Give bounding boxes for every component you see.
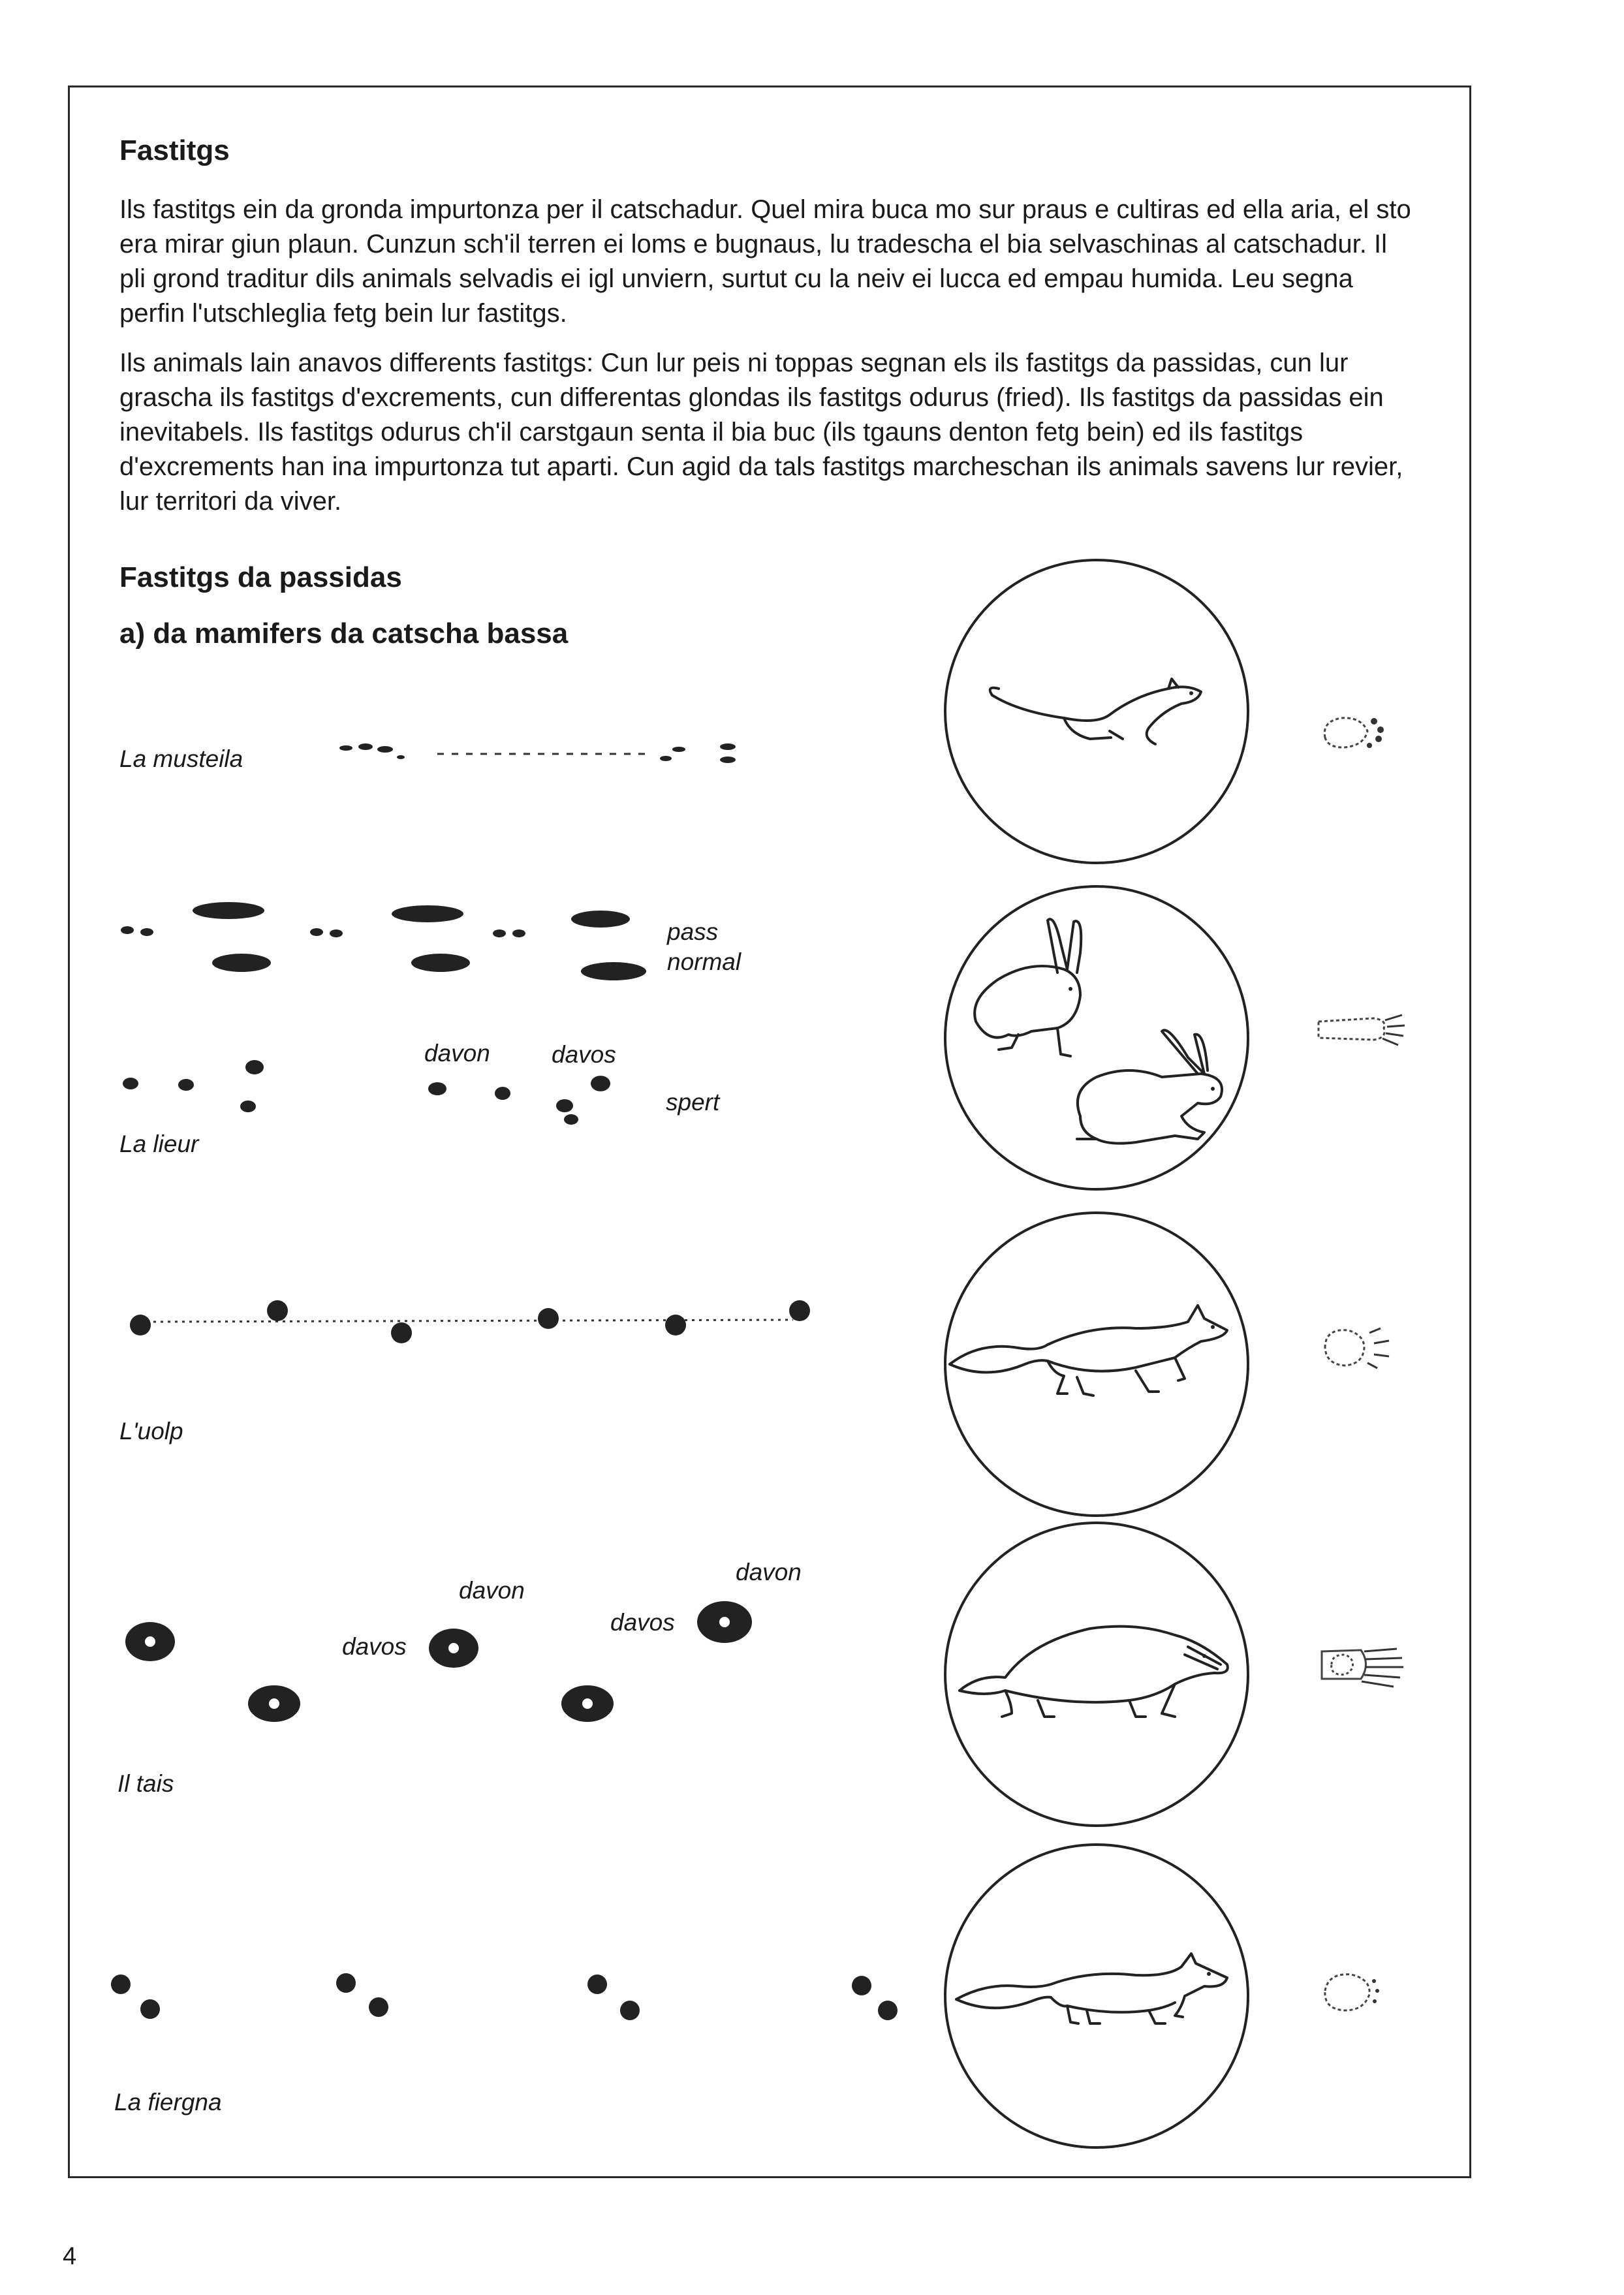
fox-paw-icon: [1312, 1319, 1410, 1371]
fox-track: [114, 1292, 832, 1351]
animal-name-fiergna: La fiergna: [114, 2089, 222, 2115]
hare-label-davon: davon: [424, 1040, 490, 1067]
weasel-track: [333, 738, 751, 777]
animal-name-tais: Il tais: [117, 1770, 174, 1797]
weasel-icon: [940, 555, 1253, 868]
badger-label-davon-1: davon: [459, 1577, 525, 1604]
badger-paw-icon: [1312, 1638, 1410, 1691]
badger-label-davos-2: davos: [610, 1609, 675, 1636]
badger-icon: [940, 1518, 1253, 1831]
badger-label-davos-1: davos: [342, 1633, 407, 1660]
subsubheading: a) da mamifers da catscha bassa: [119, 617, 569, 649]
badger-label-davon-2: davon: [736, 1559, 802, 1585]
section-heading: Fastitgs: [119, 134, 230, 166]
animal-name-musteila: La musteila: [119, 745, 243, 772]
marten-track: [104, 1965, 907, 2037]
hare-track-normal: [114, 894, 663, 986]
weasel-paw-icon: [1312, 705, 1410, 757]
animal-name-uolp: L'uolp: [119, 1418, 183, 1444]
marten-icon: [940, 1839, 1253, 2153]
hare-icon: [940, 881, 1253, 1194]
fox-icon: [940, 1208, 1253, 1521]
marten-paw-icon: [1312, 1965, 1410, 2017]
animal-name-lieur: La lieur: [119, 1131, 199, 1157]
hare-label-davos: davos: [552, 1041, 616, 1068]
hare-paw-icon: [1312, 1002, 1410, 1054]
page-number: 4: [63, 2243, 77, 2270]
paragraph-1: Ils fastitgs ein da gronda impurtonza per il catschadur. Quel mira buca mo sur praus e cultiras ed ella aria, el sto era mirar giun plaun. Cunzun sch'il terren ei loms e bugnaus, lu tradescha el bia selvaschinas al catschadur. Il pli grond traditur dils animals selvadis ei igl unviern, surtut cu la neiv ei lucca ed empau humida. Leu segna perfin l'utschleglia fetg bein lur fastitgs.: [119, 195, 1411, 328]
hare-label-spert: spert: [666, 1089, 720, 1116]
hare-track-spert: [114, 1057, 636, 1129]
hare-label-pass-normal: pass normal: [667, 918, 742, 975]
subheading: Fastitgs da passidas: [119, 561, 402, 593]
paragraph-2: Ils animals lain anavos differents fastitgs: Cun lur peis ni toppas segnan els ils fastitgs da passidas, cun lur grascha ils fastitgs d'excrements, cun differentas glondas ils fastitgs odurus (fried). Ils fastitgs da passidas ein inevitabels. Ils fastitgs odurus ch'il carstgaun senta il bia buc (ils tgauns denton fetg bein) ed ils fastitgs d'excrements han ina impurtonza tut aparti. Cun agid da tals fastitgs marcheschan ils animals savens lur revier, lur territori da viver.: [119, 349, 1403, 516]
badger-track: [104, 1593, 822, 1743]
